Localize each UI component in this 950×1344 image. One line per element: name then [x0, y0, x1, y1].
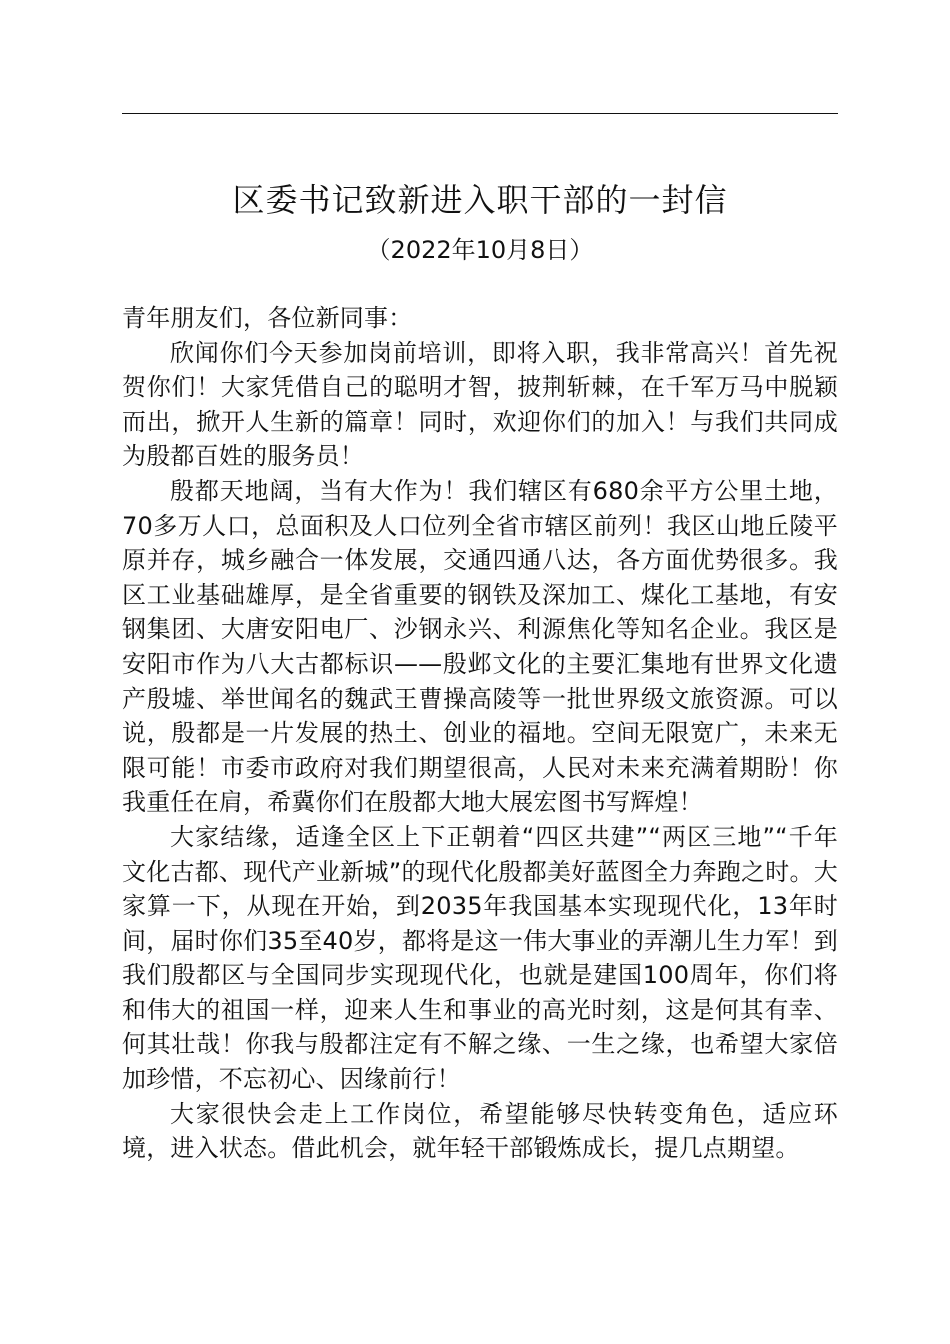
paragraph-1: 欣闻你们今天参加岗前培训，即将入职，我非常高兴！首先祝贺你们！大家凭借自己的聪明才智，披荆斩棘，在千军万马中脱颖而出，掀开人生新的篇章！同时，欢迎你们的加入！与我们共同成为殷都百姓的服务员！ — [122, 338, 838, 471]
paragraph-3: 大家结缘，适逢全区上下正朝着“四区共建”“两区三地”“千年文化古都、现代产业新城”的现代化殷都美好蓝图全力奔跑之时。大家算一下，从现在开始，到2035年我国基本实现现代化，13年时间，届时你们35至40岁，都将是这一伟大事业的弄潮儿生力军！到我们殷都区与全国同步实现现代化，也就是建国100周年，你们将和伟大的祖国一样，迎来人生和事业的高光时刻，这是何其有幸、何其壮哉！你我与殷都注定有不解之缘、一生之缘，也希望大家倍加珍惜，不忘初心、因缘前行！ — [122, 822, 838, 1094]
letter-body — [122, 301, 838, 1166]
date-line: （2022年10月8日） — [366, 236, 594, 264]
page-title: 区委书记致新进入职干部的一封信 — [232, 181, 728, 219]
paragraph-2: 殷都天地阔，当有大作为！我们辖区有680余平方公里土地，70多万人口，总面积及人口位列全省市辖区前列！我区山地丘陵平原并存，城乡融合一体发展，交通四通八达，各方面优势很多。我区工业基础雄厚，是全省重要的钢铁及深加工、煤化工基地，有安钢集团、大唐安阳电厂、沙钢永兴、利源焦化等知名企业。我区是安阳市作为八大古都标识——殷邺文化的主要汇集地有世界文化遗产殷墟、举世闻名的魏武王曹操高陵等一批世界级文旅资源。可以说，殷都是一片发展的热土、创业的福地。空间无限宽广，未来无限可能！市委市政府对我们期望很高，人民对未来充满着期盼！你我重任在肩，希冀你们在殷都大地大展宏图书写辉煌！ — [122, 476, 838, 817]
header-rule — [122, 113, 838, 114]
salutation: 青年朋友们，各位新同事： — [122, 304, 413, 332]
paragraph-4: 大家很快会走上工作岗位，希望能够尽快转变角色，适应环境，进入状态。借此机会，就年轻干部锻炼成长，提几点期望。 — [122, 1099, 838, 1163]
